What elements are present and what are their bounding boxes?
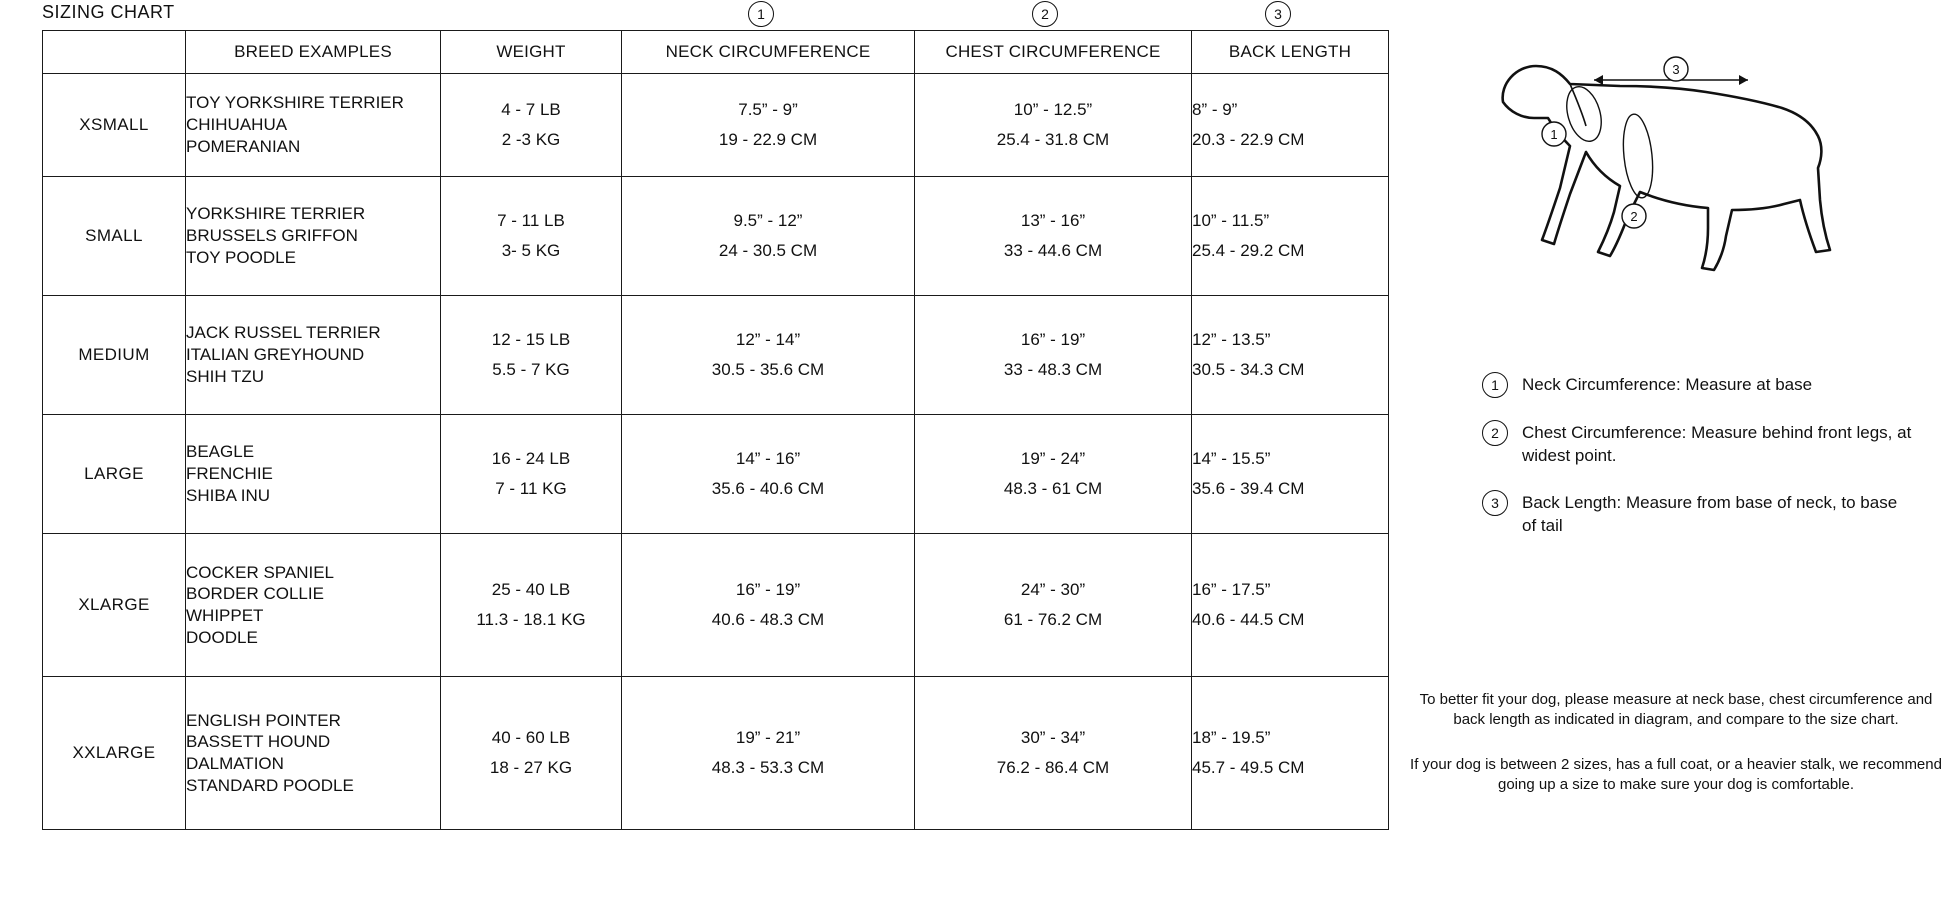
legend-badge-1: 1 <box>1482 372 1508 398</box>
legend-text-neck: Neck Circumference: Measure at base <box>1522 375 1813 394</box>
table-row <box>43 177 1389 296</box>
svg-text:2: 2 <box>1630 209 1638 224</box>
cell-breeds: YORKSHIRE TERRIER BRUSSELS GRIFFON TOY POODLE <box>186 177 441 296</box>
cell-weight: 4 - 7 LB 2 -3 KG <box>441 74 622 177</box>
header-size <box>43 31 186 74</box>
note-measure: To better fit your dog, please measure at neck base, chest circumference and back length as indicated in diagram, and compare to the size chart. <box>1419 691 1933 729</box>
header-weight: WEIGHT <box>441 31 622 74</box>
column-badge-back: 3 <box>1265 1 1291 27</box>
cell-neck: 7.5” - 9” 19 - 22.9 CM <box>622 74 915 177</box>
cell-chest: 24” - 30” 61 - 76.2 CM <box>915 534 1192 677</box>
cell-neck: 9.5” - 12” 24 - 30.5 CM <box>622 177 915 296</box>
header-neck-circumference: NECK CIRCUMFERENCE <box>622 31 915 74</box>
cell-back: 16” - 17.5” 40.6 - 44.5 CM <box>1192 534 1389 677</box>
cell-neck: 19” - 21” 48.3 - 53.3 CM <box>622 677 915 830</box>
cell-size: SMALL <box>43 177 186 296</box>
cell-chest: 10” - 12.5” 25.4 - 31.8 CM <box>915 74 1192 177</box>
table-row <box>43 74 1389 177</box>
legend-badge-2: 2 <box>1482 420 1508 446</box>
cell-chest: 19” - 24” 48.3 - 61 CM <box>915 415 1192 534</box>
cell-chest: 13” - 16” 33 - 44.6 CM <box>915 177 1192 296</box>
cell-back: 14” - 15.5” 35.6 - 39.4 CM <box>1192 415 1389 534</box>
cell-breeds: BEAGLE FRENCHIE SHIBA INU <box>186 415 441 534</box>
svg-text:3: 3 <box>1672 62 1680 77</box>
column-badge-chest: 2 <box>1032 1 1058 27</box>
cell-chest: 16” - 19” 33 - 48.3 CM <box>915 296 1192 415</box>
legend-text-chest: Chest Circumference: Measure behind front legs, at widest point. <box>1522 423 1912 465</box>
cell-neck: 12” - 14” 30.5 - 35.6 CM <box>622 296 915 415</box>
legend-item-chest <box>1482 420 1912 468</box>
table-row <box>43 534 1389 677</box>
table-header-row <box>43 31 1389 74</box>
table-row <box>43 677 1389 830</box>
cell-weight: 7 - 11 LB 3- 5 KG <box>441 177 622 296</box>
cell-size: XSMALL <box>43 74 186 177</box>
cell-size: LARGE <box>43 415 186 534</box>
dog-illustration-svg <box>1470 40 1890 290</box>
cell-neck: 14” - 16” 35.6 - 40.6 CM <box>622 415 915 534</box>
cell-back: 8” - 9” 20.3 - 22.9 CM <box>1192 74 1389 177</box>
cell-breeds: COCKER SPANIEL BORDER COLLIE WHIPPET DOODLE <box>186 534 441 677</box>
header-back-length: BACK LENGTH <box>1192 31 1389 74</box>
cell-breeds: TOY YORKSHIRE TERRIER CHIHUAHUA POMERANIAN <box>186 74 441 177</box>
column-badge-neck: 1 <box>748 1 774 27</box>
cell-neck: 16” - 19” 40.6 - 48.3 CM <box>622 534 915 677</box>
cell-size: XXLARGE <box>43 677 186 830</box>
page-title: SIZING CHART <box>42 2 175 22</box>
cell-weight: 25 - 40 LB 11.3 - 18.1 KG <box>441 534 622 677</box>
header-breed-examples: BREED EXAMPLES <box>186 31 441 74</box>
dog-diagram <box>1470 40 1890 290</box>
table-row <box>43 415 1389 534</box>
cell-breeds: JACK RUSSEL TERRIER ITALIAN GREYHOUND SHIH TZU <box>186 296 441 415</box>
cell-chest: 30” - 34” 76.2 - 86.4 CM <box>915 677 1192 830</box>
legend-item-neck <box>1482 372 1912 398</box>
cell-size: XLARGE <box>43 534 186 677</box>
cell-size: MEDIUM <box>43 296 186 415</box>
cell-weight: 16 - 24 LB 7 - 11 KG <box>441 415 622 534</box>
header-chest-circumference: CHEST CIRCUMFERENCE <box>915 31 1192 74</box>
cell-breeds: ENGLISH POINTER BASSETT HOUND DALMATION STANDARD POODLE <box>186 677 441 830</box>
svg-text:1: 1 <box>1550 127 1558 142</box>
legend-item-back <box>1482 490 1912 538</box>
sizing-table <box>42 30 1389 830</box>
legend-text-back: Back Length: Measure from base of neck, to base of tail <box>1522 492 1898 535</box>
cell-weight: 40 - 60 LB 18 - 27 KG <box>441 677 622 830</box>
cell-back: 10” - 11.5” 25.4 - 29.2 CM <box>1192 177 1389 296</box>
notes <box>1406 690 1946 819</box>
cell-back: 12” - 13.5” 30.5 - 34.3 CM <box>1192 296 1389 415</box>
table-row <box>43 296 1389 415</box>
legend-badge-3: 3 <box>1482 490 1508 516</box>
note-between-sizes: If your dog is between 2 sizes, has a full coat, or a heavier stalk, we recommend going up a size to make sure your dog is comfortable. <box>1410 755 1942 793</box>
legend <box>1482 372 1912 560</box>
cell-weight: 12 - 15 LB 5.5 - 7 KG <box>441 296 622 415</box>
cell-back: 18” - 19.5” 45.7 - 49.5 CM <box>1192 677 1389 830</box>
